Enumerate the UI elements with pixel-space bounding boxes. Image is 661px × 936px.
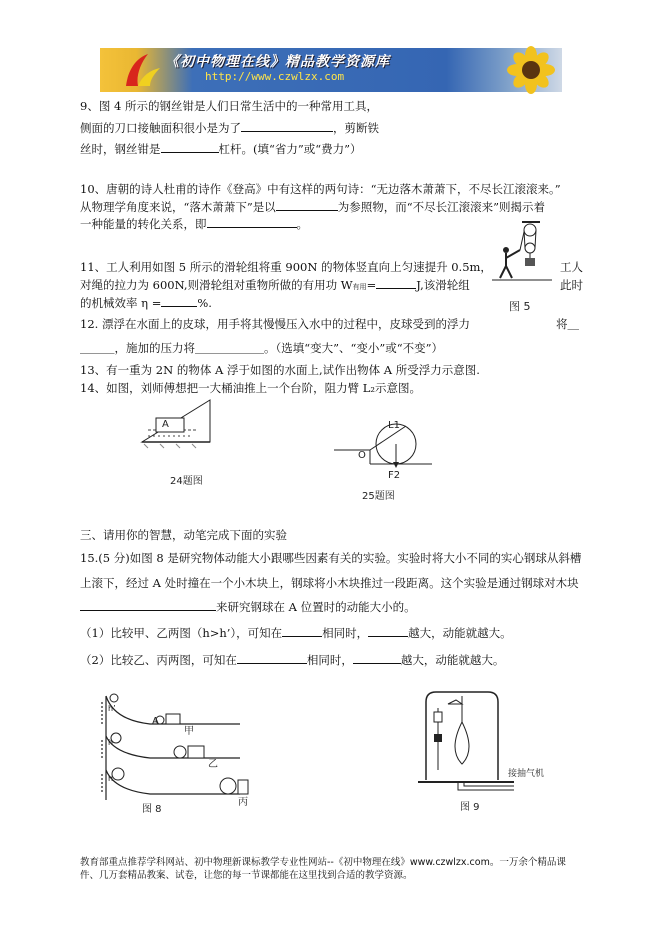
q15-line-2: 上滚下，经过 A 处时撞在一个小木块上，钢球将小木块推过一段距离。这个实验是通过钢球对木块 [80,576,579,590]
figure-24-box-label: A [162,419,169,430]
figure-8-ramps [100,690,250,808]
footer-line-1: 教育部重点推荐学科网站、初中物理新课标教学专业性网站--《初中物理在线》www.czwlzx.com。一万余个精品课 [80,857,566,868]
q15-blank-5[interactable] [353,652,401,664]
q15-line-1: 15.(5 分)如图 8 是研究物体动能大小跟哪些因素有关的实验。实验时将大小不同的实心钢球从斜槽 [80,551,582,565]
banner-url[interactable]: http://www.czwlzx.com [205,70,345,83]
q11-blank-1[interactable] [376,277,416,289]
figure-25-barrel [334,410,434,486]
q11-text: 工人 [560,260,583,274]
figure-9-caption: 图 9 [460,802,480,813]
q12-text: 将＿ [556,317,579,331]
q12-line-2: ＿＿＿，施加的压力将＿＿＿＿＿＿。（选填“变大”、“变小”或“不变”） [80,341,444,355]
q10-line-2 [80,199,545,215]
q15-sub-1 [80,625,512,641]
q10-text: 。 [296,217,308,231]
q9-blank-2[interactable] [161,141,219,153]
q11-blank-2[interactable] [161,295,197,307]
q9-blank-1[interactable] [241,120,333,132]
q10-text: 为参照物，而“不尽长江滚滚来”则揭示着 [337,200,546,214]
q9-line-1: 9、图 4 所示的钢丝钳是人们日常生活中的一种常用工具， [80,99,378,113]
site-logo-icon [118,50,168,90]
q11-text: J,该滑轮组 [416,278,470,292]
q13-text: 13、有一重为 2N 的物体 A 浮于如图的水面上,试作出物体 A 所受浮力示意图. [80,363,480,377]
q11-line-2 [80,277,470,295]
q11-text: 11、工人利用如图 5 所示的滑轮组将重 900N 的物体竖直向上匀速提升 0.5m， [80,260,492,274]
q11-subscript: 有用 [352,283,367,291]
figure-24-incline [140,396,240,468]
figure-9-pump-label: 接抽气机 [508,769,545,779]
q11-line-1 [80,259,492,275]
q11-text: = [366,278,377,292]
q10-line-1: 10、唐朝的诗人杜甫的诗作《登高》中有这样的两句诗：“无边落木萧萧下，不尽长江滚滚来。” [80,182,561,196]
q10-blank-1[interactable] [276,199,338,211]
figure-25-caption: 25题图 [362,491,395,502]
figure-8-jia: 甲 [184,726,194,737]
figure-25-o-label: O [358,450,366,461]
q15-sub-2 [80,652,504,668]
figure-24-caption: 24题图 [170,476,203,487]
q15-text: 来研究钢球在 A 位置时的动能大小的。 [216,600,416,614]
q15-blank-1[interactable] [80,599,216,611]
q15-blank-4[interactable] [237,652,307,664]
q9-text: 杠杆。(填“省力”或“费力”） [218,142,362,156]
banner-title: 《初中物理在线》精品教学资源库 [165,54,390,70]
figure-5-pulley [492,220,554,292]
q10-text: 一种能量的转化关系，即 [80,217,207,231]
q15-blank-3[interactable] [368,625,408,637]
figure-8-h1: h’ [108,704,116,713]
figure-8-a: A [152,716,159,727]
q15-text: 相同时， [306,653,353,667]
q11-line-3 [80,295,212,311]
q15-text: 越大，动能就越大。 [400,653,505,667]
figure-9-bell-jar [418,690,518,798]
section-3-title: 三、请用你的智慧，动笔完成下面的实验 [80,528,287,542]
figure-8-yi: 乙 [208,759,218,770]
q12-line-1: 12. 漂浮在水面上的皮球，用手将其慢慢压入水中的过程中，皮球受到的浮力 [80,317,470,331]
q11-text: 对绳的拉力为 600N,则滑轮组对重物所做的有用功 W [80,278,353,292]
q15-text: 相同时， [322,626,369,640]
q11-text: 此时 [560,278,583,292]
q9-line-2 [80,120,379,136]
footer-line-2: 件、几万套精品教案、试卷，让您的每一节课都能在这里找到合适的教学资源。 [80,870,413,881]
figure-25-f2-label: F2 [388,470,401,481]
figure-8-caption: 图 8 [142,804,162,815]
figure-8-h2: h [108,738,114,747]
q15-text: 越大，动能就越大。 [408,626,512,640]
q10-blank-2[interactable] [207,216,297,228]
q14-text: 14、如图，刘师傅想把一大桶油推上一个台阶，阻力臂 L₂示意图。 [80,381,422,395]
q10-line-3 [80,216,308,232]
q11-text: 的机械效率 η = [80,296,162,310]
q9-text: ，剪断铁 [333,121,379,135]
q15-text: （2）比较乙、丙两图，可知在 [80,653,237,667]
q9-text: 丝时，钢丝钳是 [80,142,161,156]
q15-blank-2[interactable] [282,625,322,637]
q11-text: %. [197,296,212,310]
figure-5-caption: 图 5 [509,300,531,313]
figure-8-h3: h [108,774,114,783]
q15-line-3 [80,599,416,615]
figure-8-bing: 丙 [238,797,248,808]
q10-text: 从物理学角度来说，“落木萧萧下”是以 [80,200,276,214]
q9-line-3 [80,141,362,157]
figure-25-l1-label: L1 [388,420,400,431]
q15-text: （1）比较甲、乙两图（h>h’），可知在 [80,626,283,640]
q9-text: 侧面的刀口接触面积很小是为了 [80,121,241,135]
sunflower-icon [500,46,562,94]
